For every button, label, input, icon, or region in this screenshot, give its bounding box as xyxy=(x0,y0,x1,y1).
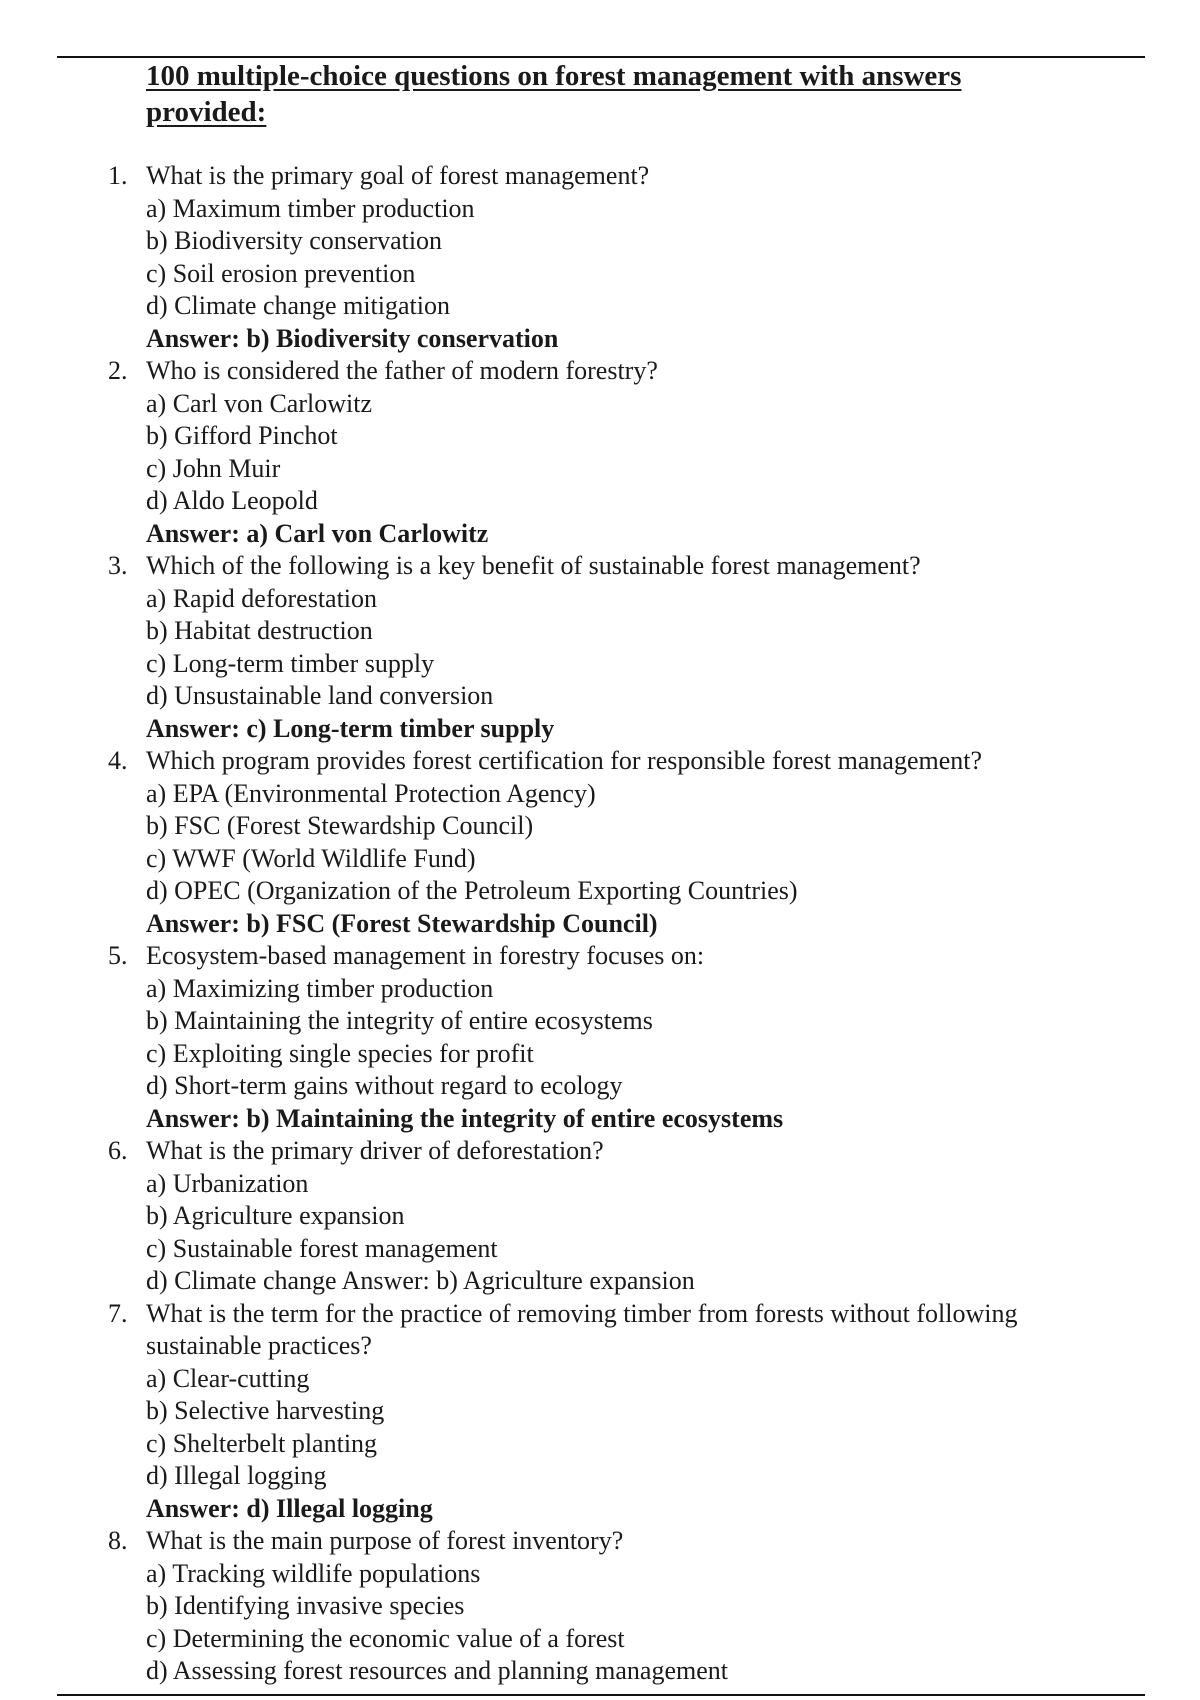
option: d) Aldo Leopold xyxy=(146,486,318,515)
question-number: 1. xyxy=(108,161,128,190)
option: c) WWF (World Wildlife Fund) xyxy=(146,843,476,873)
option: c) Exploiting single species for profit xyxy=(146,1038,534,1068)
question-text: Which program provides forest certification for responsible forest management? xyxy=(146,746,983,775)
answer: Answer: d) Illegal logging xyxy=(146,1493,433,1523)
option: b) Selective harvesting xyxy=(146,1396,385,1425)
option: b) Biodiversity conservation xyxy=(146,226,443,255)
answer: Answer: b) Maintaining the integrity of entire ecosystems xyxy=(146,1103,784,1133)
option: b) Habitat destruction xyxy=(146,616,373,645)
document-title: 100 multiple-choice questions on forest management with answers provided: xyxy=(146,60,962,128)
option: a) Clear-cutting xyxy=(146,1363,310,1393)
question-text: What is the term for the practice of removing timber from forests without following sustainable practices? xyxy=(146,1298,1018,1360)
option: d) Unsustainable land conversion xyxy=(146,681,494,710)
answer: Answer: b) Biodiversity conservation xyxy=(146,323,559,353)
option: a) Rapid deforestation xyxy=(146,583,378,613)
option: a) Maximizing timber production xyxy=(146,973,494,1003)
question-number: 5. xyxy=(108,941,128,970)
option: b) Maintaining the integrity of entire ecosystems xyxy=(146,1006,653,1035)
question-text: Ecosystem-based management in forestry focuses on: xyxy=(146,941,705,970)
question-number: 3. xyxy=(108,551,128,580)
question-number: 4. xyxy=(108,746,128,775)
bottom-rule xyxy=(57,1694,1145,1696)
question-number: 8. xyxy=(108,1526,128,1555)
option: b) Agriculture expansion xyxy=(146,1201,405,1230)
option: d) Short-term gains without regard to ecology xyxy=(146,1071,623,1100)
question-item xyxy=(0,160,1200,355)
answer: Answer: c) Long-term timber supply xyxy=(146,713,555,743)
question-item xyxy=(0,1525,1200,1688)
option: d) OPEC (Organization of the Petroleum Exporting Countries) xyxy=(146,876,798,905)
option: c) Determining the economic value of a forest xyxy=(146,1623,625,1653)
question-number: 7. xyxy=(108,1298,128,1328)
option: c) John Muir xyxy=(146,453,281,483)
option: a) Urbanization xyxy=(146,1168,309,1198)
option: a) Maximum timber production xyxy=(146,193,475,223)
question-list xyxy=(0,160,1200,1688)
option: c) Soil erosion prevention xyxy=(146,258,416,288)
answer: Answer: b) FSC (Forest Stewardship Council) xyxy=(146,908,658,938)
option: d) Assessing forest resources and planning management xyxy=(146,1656,728,1685)
answer: Answer: a) Carl von Carlowitz xyxy=(146,518,489,548)
question-text: What is the primary goal of forest management? xyxy=(146,161,650,190)
question-item xyxy=(0,1135,1200,1298)
option: b) Gifford Pinchot xyxy=(146,421,338,450)
question-item xyxy=(0,940,1200,1135)
question-number: 2. xyxy=(108,356,128,385)
option: c) Shelterbelt planting xyxy=(146,1428,378,1458)
option: d) Illegal logging xyxy=(146,1461,327,1490)
question-item xyxy=(0,355,1200,550)
option: a) Carl von Carlowitz xyxy=(146,388,372,418)
option: d) Climate change Answer: b) Agriculture expansion xyxy=(146,1266,695,1295)
question-number: 6. xyxy=(108,1136,128,1165)
question-text: What is the main purpose of forest inventory? xyxy=(146,1526,624,1555)
option: b) FSC (Forest Stewardship Council) xyxy=(146,811,534,840)
question-item xyxy=(0,550,1200,745)
question-item xyxy=(0,1298,1200,1526)
question-text: Who is considered the father of modern forestry? xyxy=(146,356,658,385)
option: d) Climate change mitigation xyxy=(146,291,450,320)
option: a) EPA (Environmental Protection Agency) xyxy=(146,778,596,808)
question-text: Which of the following is a key benefit of sustainable forest management? xyxy=(146,551,921,580)
question-text: What is the primary driver of deforestation? xyxy=(146,1136,604,1165)
option: b) Identifying invasive species xyxy=(146,1591,465,1620)
option: c) Sustainable forest management xyxy=(146,1233,498,1263)
option: a) Tracking wildlife populations xyxy=(146,1558,481,1588)
question-item xyxy=(0,745,1200,940)
option: c) Long-term timber supply xyxy=(146,648,435,678)
